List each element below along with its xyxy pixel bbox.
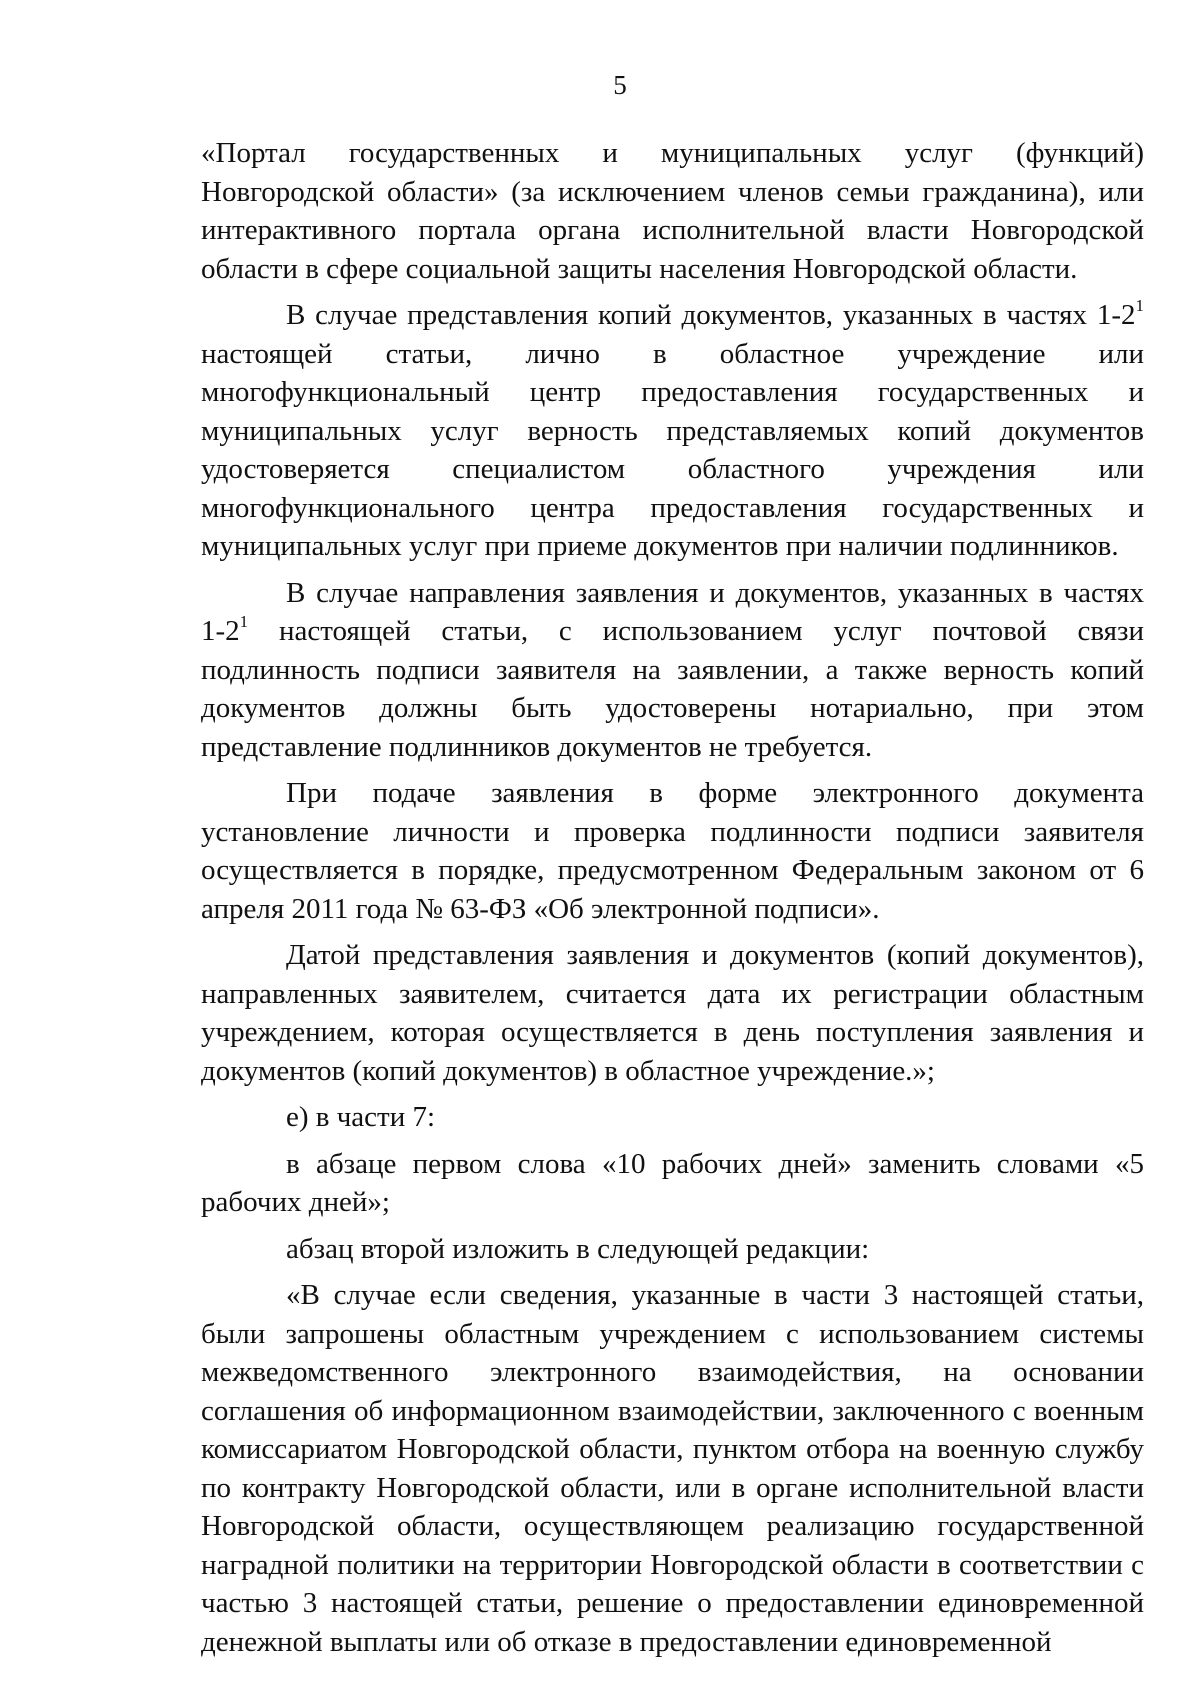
document-body: [201, 134, 1144, 1661]
paragraph-text-end: настоящей статьи, с использованием услуг почтовой связи подлинность подписи заявителя на заявлении, а также верность копий документов должны быть удостоверены нотариально, при этом представление подлинников документов не требуется.: [201, 615, 1144, 763]
paragraph-text-start: В случае представления копий документов, указанных в частях 1-2: [286, 299, 1136, 331]
paragraph-text-start: В случае направления заявления и документов, указанных в частях 1-2: [201, 576, 1144, 647]
paragraph-portal-continuation: «Портал государственных и муниципальных услуг (функций) Новгородской области» (за исключением членов семьи гражданина), или интерактивного портала органа исполнительной власти Новгородской области в сфере социальной защиты населения Новгородской области.: [201, 137, 1144, 285]
paragraph-new-wording: «В случае если сведения, указанные в части 3 настоящей статьи, были запрошены областным учреждением с использованием системы межведомственного электронного взаимодействия, на основании соглашения об информационном взаимодействии, заключенного с военным комиссариатом Новгородской области, пунктом отбора на военную службу по контракту Новгородской области, или в органе исполнительной власти Новгородской области, осуществляющем реализацию государственной наградной политики на территории Новгородской области в соответствии с частью 3 настоящей статьи, решение о предоставлении единовременной денежной выплаты или об отказе в предоставлении единовременной: [201, 1279, 1144, 1658]
paragraph-postal-submission: [201, 574, 1144, 767]
paragraph-electronic-document: При подаче заявления в форме электронного документа установление личности и проверка подлинности подписи заявителя осуществляется в порядке, предусмотренном Федеральным законом от 6 апреля 2011 года № 63-ФЗ «Об электронной подписи».: [201, 777, 1144, 925]
superscript-marker: 1: [1135, 296, 1144, 316]
paragraph-copies-in-person: [201, 296, 1144, 566]
superscript-marker: 1: [239, 612, 249, 632]
paragraph-part-7: е) в части 7:: [286, 1101, 436, 1133]
paragraph-first-subparagraph-change: в абзаце первом слова «10 рабочих дней» заменить словами «5 рабочих дней»;: [201, 1147, 1144, 1218]
page-number: 5: [613, 70, 627, 100]
paragraph-text-end: настоящей статьи, лично в областное учреждение или многофункциональный центр предоставления государственных и муниципальных услуг верность представляемых копий документов удостоверяется специалистом областного учреждения или многофункционального центра предоставления государственных и муниципальных услуг при приеме документов при наличии подлинников.: [201, 337, 1144, 562]
paragraph-submission-date: Датой представления заявления и документов (копий документов), направленных заявителем, считается дата их регистрации областным учреждением, которая осуществляется в день поступления заявления и документов (копий документов) в областное учреждение.»;: [201, 939, 1144, 1087]
paragraph-second-subparagraph-heading: абзац второй изложить в следующей редакции:: [286, 1232, 870, 1265]
